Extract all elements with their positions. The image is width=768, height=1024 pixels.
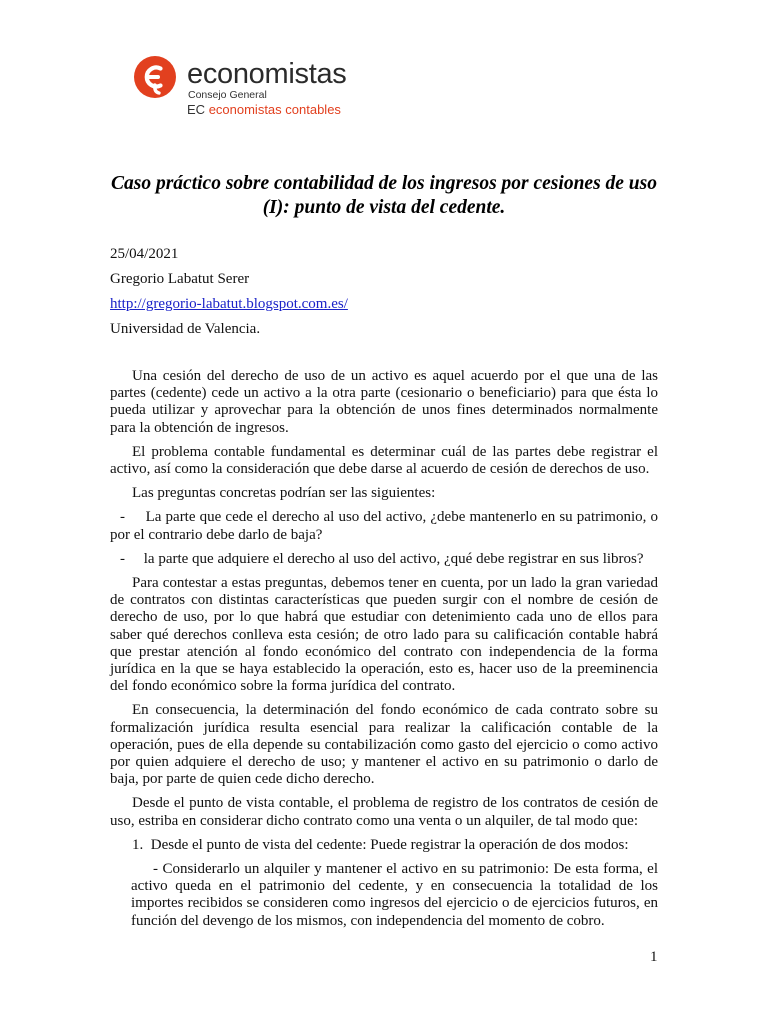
sub-item-paragraph: - Considerarlo un alquiler y mantener el activo en su patrimonio: De esta forma, el activo queda en el patrimonio del cedente, y en consecuencia la totalidad de los importes recibidos se consideren como ingresos del ejercicio o de ejercicios futuros, en función del devengo de los mismos, con independencia del momento de cobro. bbox=[131, 861, 658, 929]
question-item bbox=[110, 551, 658, 568]
document-title: Caso práctico sobre contabilidad de los ingresos por cesiones de uso (I): punto de vista del cedente. bbox=[110, 173, 657, 218]
question-text: La parte que cede el derecho al uso del activo, ¿debe mantenerlo en su patrimonio, o por el contrario debe darlo de baja? bbox=[110, 509, 658, 543]
document-affiliation: Universidad de Valencia. bbox=[110, 321, 261, 337]
document-body bbox=[110, 368, 658, 930]
question-text: la parte que adquiere el derecho al uso del activo, ¿qué debe registrar en sus libros? bbox=[143, 550, 644, 567]
body-paragraph: En consecuencia, la determinación del fondo económico de cada contrato sobre su formalización jurídica resulta esencial para realizar la calificación contable de la operación, pues de ella depende su contabilización como gasto del ejercicio o como activo por quien adquiere el derecho de uso; y mantener el activo en su patrimonio o darlo de baja, por parte de quien cede dicho derecho. bbox=[110, 702, 658, 788]
brand-ec-text: economistas contables bbox=[208, 102, 341, 117]
document-date: 25/04/2021 bbox=[110, 246, 179, 262]
dash-marker: - bbox=[120, 509, 125, 526]
dash-marker: - bbox=[120, 550, 125, 567]
author-blog-link[interactable]: http://gregorio-labatut.blogspot.com.es/ bbox=[110, 296, 348, 312]
brand-logo bbox=[134, 56, 374, 120]
numbered-list-item bbox=[110, 837, 658, 854]
body-paragraph: Una cesión del derecho de uso de un activo es aquel acuerdo por el que una de las partes (cedente) cede un activo a la otra parte (cesionario o beneficiario) para que ésta lo pueda utilizar y aprovechar para la obtención de unos fines determinados normalmente para la obtención de ingresos. bbox=[110, 368, 658, 436]
brand-ec-prefix: EC bbox=[187, 102, 206, 117]
brand-name: economistas bbox=[187, 58, 347, 90]
body-paragraph: El problema contable fundamental es determinar cuál de las partes debe registrar el activo, así como la consideración que debe darse al acuerdo de cesión de derechos de uso. bbox=[110, 443, 658, 478]
brand-subtitle: Consejo General bbox=[188, 89, 267, 101]
list-item-text: Desde el punto de vista del cedente: Puede registrar la operación de dos modos: bbox=[150, 836, 629, 853]
page-number: 1 bbox=[650, 949, 658, 965]
question-item bbox=[110, 509, 658, 543]
brand-ec-line bbox=[187, 102, 341, 118]
list-number: 1. bbox=[132, 836, 144, 853]
document-author: Gregorio Labatut Serer bbox=[110, 271, 250, 287]
body-paragraph: Para contestar a estas preguntas, debemos tener en cuenta, por un lado la gran variedad de contratos con distintas características que pueden surgir con el nombre de cesión de derecho de uso, por lo que habrá que estudiar con detenimiento cada uno de ellos para saber qué derechos conlleva esta cesión; de otro lado para su calificación contable habrá que prestar atención al fondo económico del contrato con independencia de la forma jurídica en la que se haya establecido la operación, esto es, hacer uso de la preeminencia del fondo económico sobre la forma jurídica del contrato. bbox=[110, 575, 658, 695]
body-paragraph: Desde el punto de vista contable, el problema de registro de los contratos de cesión de uso, estriba en considerar dicho contrato como una venta o un alquiler, de tal modo que: bbox=[110, 795, 658, 829]
economistas-logo-icon bbox=[134, 56, 176, 98]
body-paragraph: Las preguntas concretas podrían ser las siguientes: bbox=[132, 485, 436, 502]
